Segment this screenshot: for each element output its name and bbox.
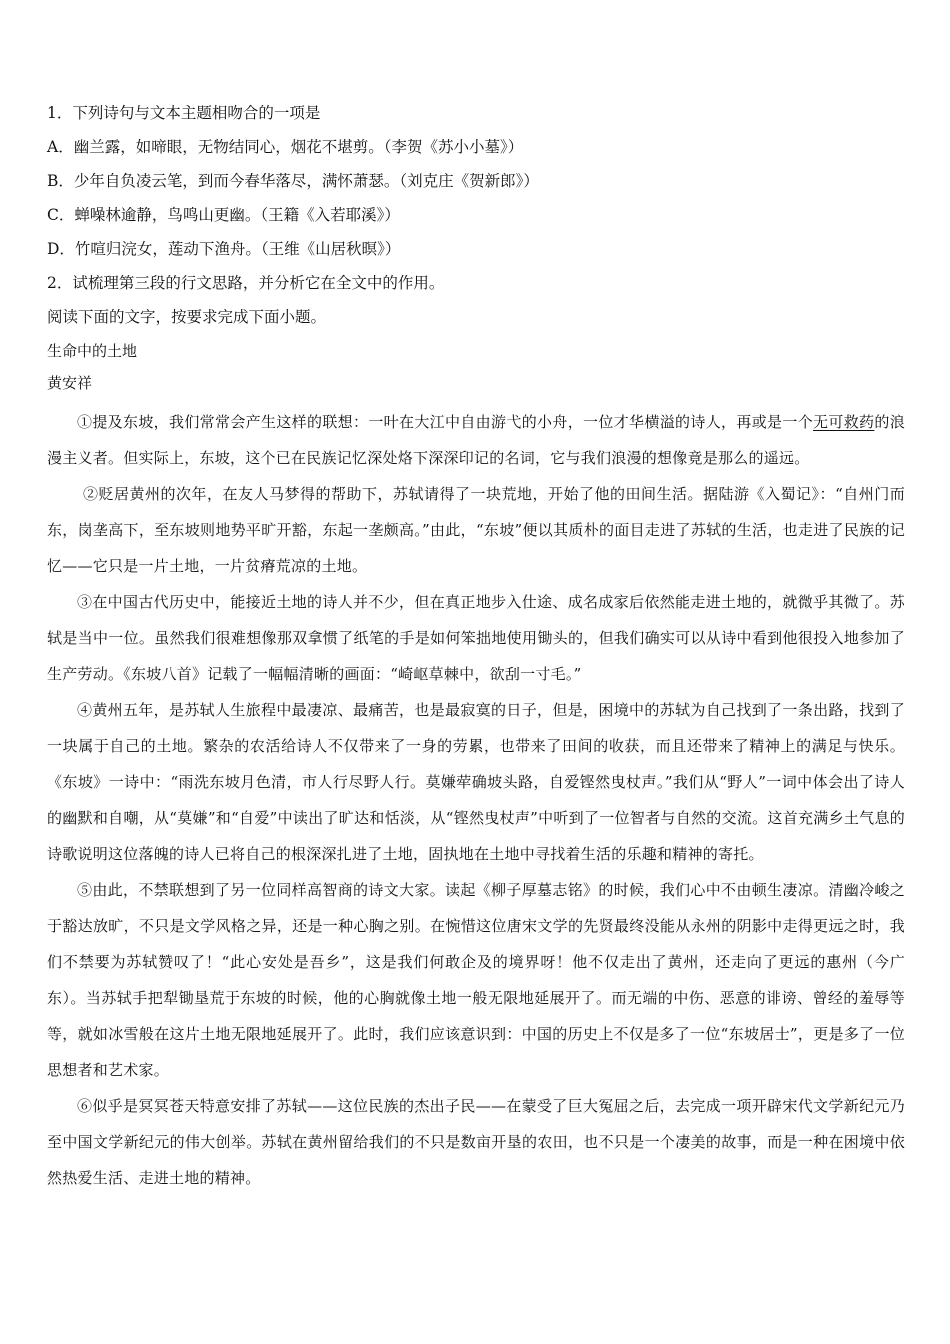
paragraph-2: ②贬居黄州的次年，在友人马梦得的帮助下，苏轼请得了一块荒地，开始了他的田间生活。据陆游《入蜀记》：“自州门而东，岗垄高下，至东坡则地势平旷开豁，东起一垄颇高。”由此，“东坡”便以其质朴的面目走进了苏轼的生活，也走进了民族的记忆——它只是一片土地，一片贫瘠荒凉的土地。	[47, 485, 905, 575]
article-author: 黄安祥	[47, 374, 93, 392]
paragraph-1	[47, 404, 905, 476]
question-1-option-a: A．幽兰露，如啼眼，无物结同心，烟花不堪剪。（李贺《苏小小墓》）	[47, 138, 524, 156]
question-2: 2．试梳理第三段的行文思路，并分析它在全文中的作用。	[47, 274, 445, 292]
underlined-phrase: 无可救药	[813, 413, 875, 431]
question-1-option-c: C．蝉噪林逾静，鸟鸣山更幽。（王籍《入若耶溪》）	[47, 206, 400, 224]
paragraph-3: ③在中国古代历史中，能接近土地的诗人并不少，但在真正地步入仕途、成名成家后依然能走进土地的，就微乎其微了。苏轼是当中一位。虽然我们很难想像那双拿惯了纸笔的手是如何笨拙地使用锄头的，但我们确实可以从诗中看到他很投入地参加了生产劳动。《东坡八首》记载了一幅幅清晰的画面：“崎岖草棘中，欲刮一寸毛。”	[47, 593, 905, 683]
article-body	[47, 404, 905, 1232]
paragraph-5: ⑤由此，不禁联想到了另一位同样高智商的诗文大家。读起《柳子厚墓志铭》的时候，我们心中不由顿生凄凉。清幽冷峻之于豁达放旷，不只是文学风格之异，还是一种心胸之别。在惋惜这位唐宋文学的先贤最终没能从永州的阴影中走得更远之时，我们不禁要为苏轼赞叹了！“此心安处是吾乡”，这是我们何敢企及的境界呀！他不仅走出了黄州，还走向了更远的惠州（今广东）。当苏轼手把犁锄垦荒于东坡的时候，他的心胸就像土地一般无限地延展开了。而无端的中伤、恶意的诽谤、曾经的羞辱等等，就如冰雪般在这片土地无限地延展开了。此时，我们应该意识到：中国的历史上不仅是多了一位“东坡居士”，更是多了一位思想者和艺术家。	[47, 881, 905, 1079]
paragraph-1-text-end: 的浪漫主义者。但实际上，东坡，这个已在民族记忆深处烙下深深印记的名词，它与我们浪漫的想像竟是那么的遥远。	[47, 413, 905, 467]
reading-instruction: 阅读下面的文字，按要求完成下面小题。	[47, 308, 327, 326]
paragraph-6: ⑥似乎是冥冥苍天特意安排了苏轼——这位民族的杰出子民——在蒙受了巨大冤屈之后，去完成一项开辟宋代文学新纪元乃至中国文学新纪元的伟大创举。苏轼在黄州留给我们的不只是数亩开垦的农田，也不只是一个凄美的故事，而是一种在困境中依然热爱生活、走进土地的精神。	[47, 1097, 905, 1187]
question-1-option-d: D．竹喧归浣女，莲动下渔舟。（王维《山居秋暝》）	[47, 240, 401, 258]
question-1-option-b: B．少年自负凌云笔，到而今春华落尽，满怀萧瑟。（刘克庄《贺新郎》）	[47, 172, 539, 190]
article-title: 生命中的土地	[47, 342, 138, 360]
question-1-stem: 1．下列诗句与文本主题相吻合的一项是	[47, 104, 321, 122]
paragraph-1-text-start: ①提及东坡，我们常常会产生这样的联想：一叶在大江中自由游弋的小舟，一位才华横溢的诗人，再或是一个	[77, 413, 814, 431]
paragraph-4: ④黄州五年，是苏轼人生旅程中最凄凉、最痛苦，也是最寂寞的日子，但是，困境中的苏轼为自己找到了一条出路，找到了一块属于自己的土地。繁杂的农活给诗人不仅带来了一身的劳累，也带来了田间的收获，而且还带来了精神上的满足与快乐。《东坡》一诗中：“雨洗东坡月色清，市人行尽野人行。莫嫌荦确坡头路，自爱铿然曳杖声。”我们从“野人”一词中体会出了诗人的幽默和自嘲，从“莫嫌”和“自爱”中读出了旷达和恬淡，从“铿然曳杖声”中听到了一位智者与自然的交流。这首充满乡土气息的诗歌说明这位落魄的诗人已将自己的根深深扎进了土地，固执地在土地中寻找着生活的乐趣和精神的寄托。	[47, 701, 905, 863]
